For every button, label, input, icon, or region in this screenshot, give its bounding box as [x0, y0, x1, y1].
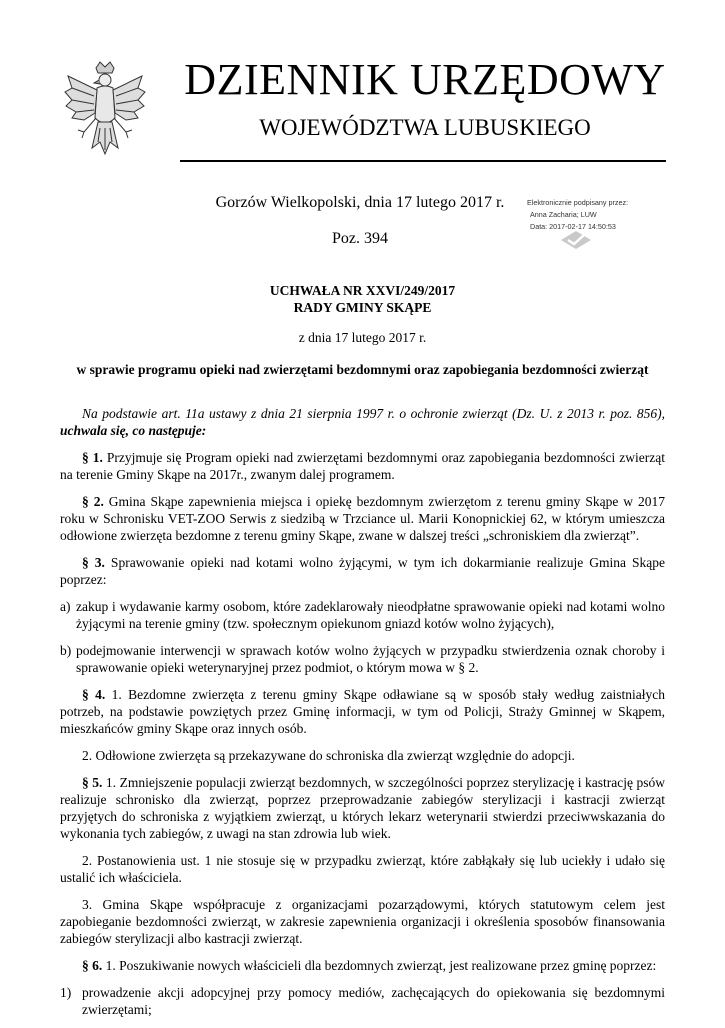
section-6-item-1: [60, 984, 665, 1018]
section-6: [60, 957, 665, 974]
signature-check-icon: [560, 230, 592, 250]
resolution-body: RADY GMINY SKĄPE: [293, 300, 432, 315]
header-divider: [180, 160, 666, 162]
section-3-item-a: [60, 598, 665, 632]
signature-label: Elektronicznie podpisany przez:: [527, 198, 629, 207]
resolution-heading: [60, 282, 665, 316]
item-label: 1): [60, 985, 72, 1000]
section-4-para-1: 1. Bezdomne zwierzęta z terenu gminy Skąpe odławiane są w sposób stały według zaistniałych potrzeb, na podstawie powziętych przez Gminę informacji, w tym od Policji, Straży Gminnej w Skąpem, mieszkańców gminy Skąpe oraz innych osób.: [60, 687, 665, 736]
section-2-mark: § 2.: [82, 494, 104, 509]
item-text: zakup i wydawanie karmy osobom, które zadeklarowały nieodpłatne sprawowanie opieki nad kotami wolno żyjącymi na terenie gminy (tzw. społecznym opiekunom gniazd kotów wolno żyjących),: [76, 599, 665, 631]
section-3-text: Sprawowanie opieki nad kotami wolno żyjącymi, w tym ich dokarmianie realizuje Gmina Skąpe poprzez:: [60, 555, 665, 587]
resolution-number: UCHWAŁA NR XXVI/249/2017: [269, 283, 456, 298]
section-4: [60, 686, 665, 737]
section-1: [60, 449, 665, 483]
signature-date: Data: 2017-02-17 14:50:53: [530, 222, 616, 231]
section-2-text: Gmina Skąpe zapewnienia miejsca i opiekę bezdomnym zwierzętom z terenu gminy Skąpe w 2017 roku w Schronisku VET-ZOO Serwis z siedzibą w Trzciance ul. Marii Konopnickiej 62, w którym umieszcza odłowione zwierzęta bezdomne z terenu gminy Skąpe, zwane w dalszej treści „schroniskiem dla zwierząt”.: [60, 494, 665, 543]
journal-title: DZIENNIK URZĘDOWY: [184, 55, 666, 104]
section-6-mark: § 6.: [82, 958, 103, 973]
section-3: [60, 554, 665, 588]
item-label: b): [60, 643, 72, 658]
polish-eagle-emblem: [60, 58, 150, 168]
section-2: [60, 493, 665, 544]
preamble-resolves: uchwala się, co następuje:: [60, 423, 207, 438]
section-5-para-2: 2. Postanowienia ust. 1 nie stosuje się w przypadku zwierząt, które zabłąkały się lub uciekły i udało się ustalić ich właściciela.: [60, 853, 665, 885]
item-text: podejmowanie interwencji w sprawach kotów wolno żyjących w przypadku stwierdzenia oznak choroby i sprawowanie opieki weterynaryjnej przez podmiot, o którym mowa w § 2.: [76, 643, 665, 675]
section-5-para-1: 1. Zmniejszenie populacji zwierząt bezdomnych, w szczególności poprzez sterylizację i kastrację psów realizuje schronisko dla zwierząt, poprzez przeprowadzanie zabiegów sterylizacji i kastracji zwierząt przyjętych do schroniska z wyjątkiem zwierząt, u których lekarz weterynarii stwierdzi przeciwwskazania do wykonania tych zabiegów, z uwagi na stan zdrowia lub wiek.: [60, 775, 665, 841]
preamble: [60, 405, 665, 439]
signature-signer: Anna Zacharia; LUW: [530, 210, 597, 219]
item-label: a): [60, 599, 71, 614]
section-4-para-2: 2. Odłowione zwierzęta są przekazywane do schroniska dla zwierząt względnie do adopcji.: [82, 748, 575, 763]
section-4-mark: § 4.: [82, 687, 106, 702]
journal-subtitle: WOJEWÓDZTWA LUBUSKIEGO: [259, 115, 591, 140]
section-6-para-1: 1. Poszukiwanie nowych właścicieli dla bezdomnych zwierząt, jest realizowane przez gminę poprzez:: [102, 958, 657, 973]
resolution-subject: w sprawie programu opieki nad zwierzętami bezdomnymi oraz zapobiegania bezdomności zwierząt: [76, 362, 649, 377]
section-5-mark: § 5.: [82, 775, 103, 790]
electronic-signature-block: [527, 197, 697, 233]
document-body: [60, 405, 665, 1028]
place-and-date: Gorzów Wielkopolski, dnia 17 lutego 2017 r.: [215, 194, 505, 211]
position-number: Poz. 394: [332, 230, 388, 247]
section-3-mark: § 3.: [82, 555, 105, 570]
section-1-text: Przyjmuje się Program opieki nad zwierzętami bezdomnymi oraz zapobiegania bezdomności zwierząt na terenie Gminy Skąpe na 2017r., zwanym dalej programem.: [60, 450, 666, 482]
section-5: [60, 774, 665, 842]
item-text: prowadzenie akcji adopcyjnej przy pomocy mediów, zachęcających do opiekowania się bezdomnymi zwierzętami;: [82, 985, 665, 1017]
preamble-legal-basis: Na podstawie art. 11a ustawy z dnia 21 sierpnia 1997 r. o ochronie zwierząt (Dz. U. z 2013 r. poz. 856),: [82, 406, 665, 421]
section-5-para-3: 3. Gmina Skąpe współpracuje z organizacjami pozarządowymi, których statutowym celem jest zapobieganie bezdomności zwierząt, w zakresie zapewnienia organizacji i określenia sposobów finansowania zabiegów sterylizacji albo kastracji zwierząt.: [60, 897, 665, 946]
section-1-mark: § 1.: [82, 450, 103, 465]
section-3-item-b: [60, 642, 665, 676]
resolution-date: z dnia 17 lutego 2017 r.: [298, 330, 427, 345]
